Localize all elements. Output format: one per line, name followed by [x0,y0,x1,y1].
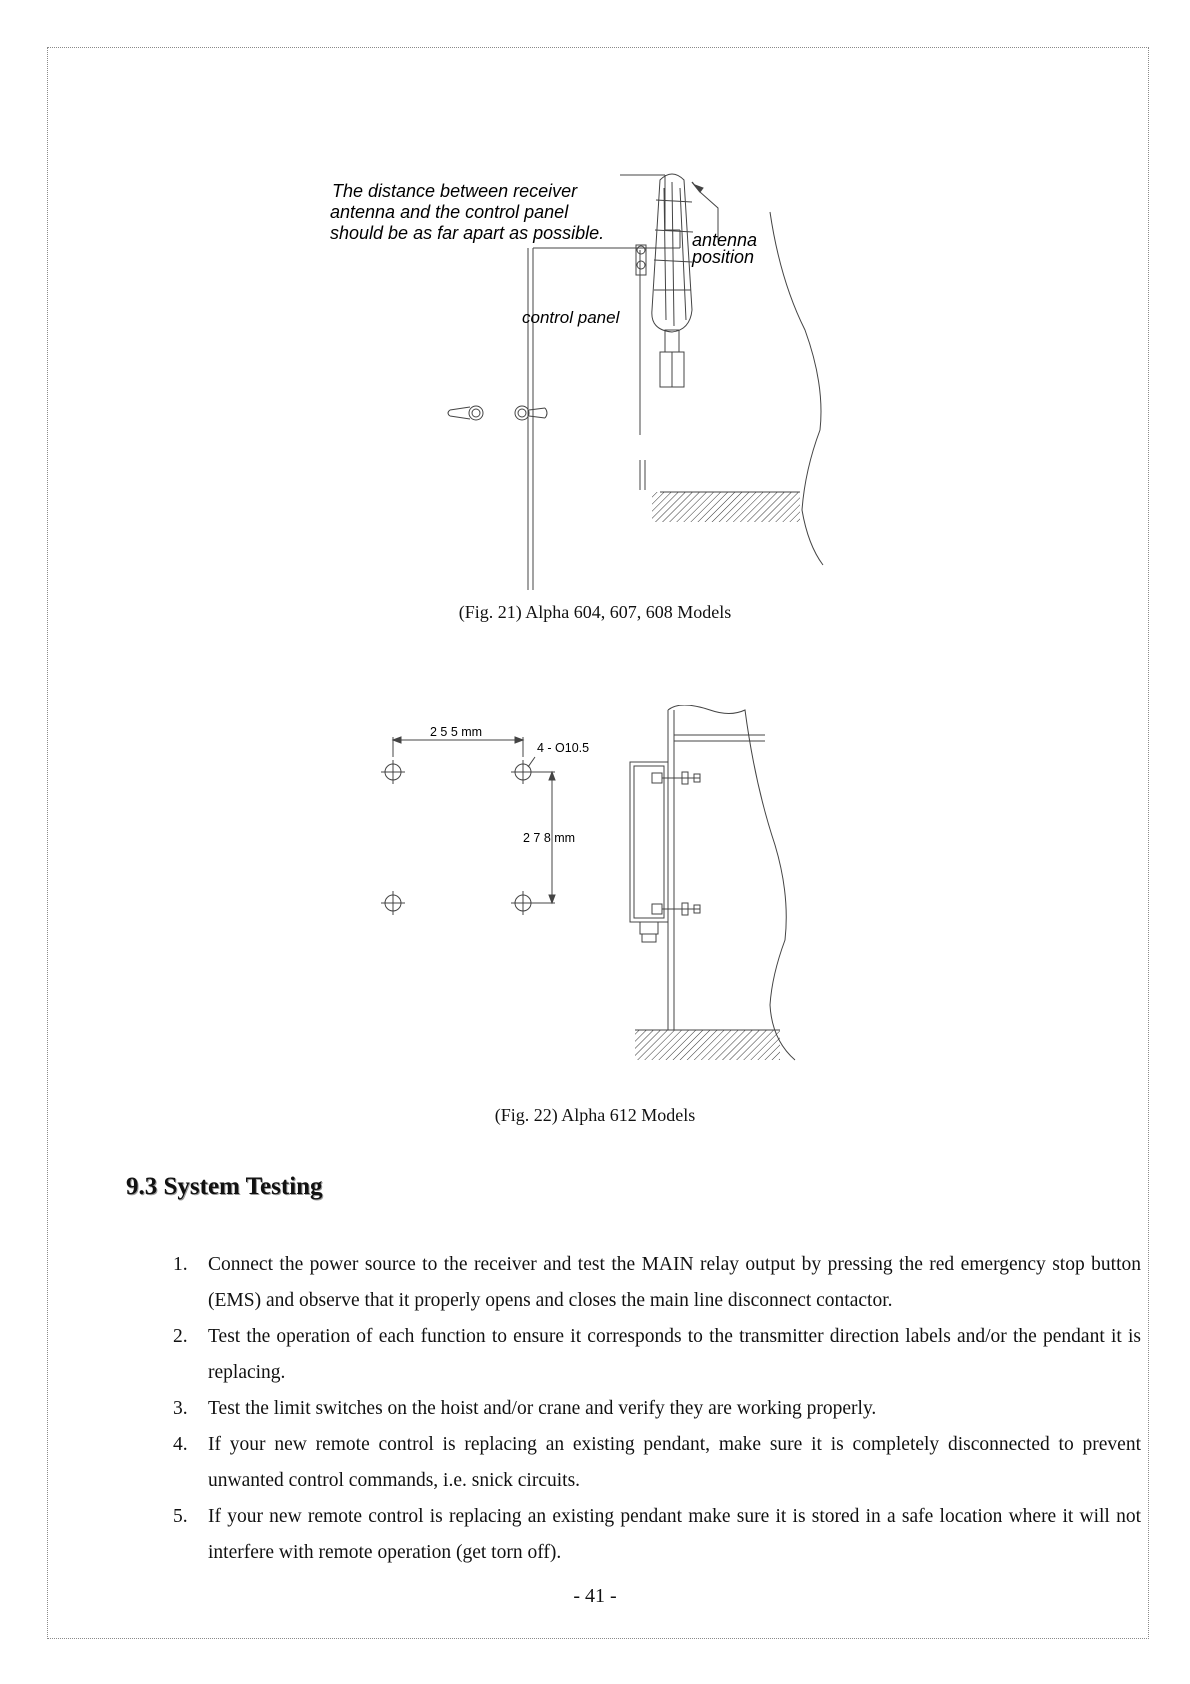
receiver-antenna-drawing [636,174,718,490]
figure-22-diagram [370,705,890,1090]
mounting-holes-drawing [381,737,555,915]
antenna-label-line-1: antenna [692,230,758,250]
list-item-number: 4. [173,1434,188,1455]
list-item [173,1247,1141,1319]
figure-21-diagram [300,170,900,590]
wall-floor-drawing-22 [635,705,795,1060]
page-number: - 41 - [573,1585,617,1607]
dim-horizontal-label: 2 5 5 mm [430,725,483,739]
list-item-text: If your new remote control is replacing an existing pendant make sure it is stored in a safe location where it will not interfere with remote operation (get torn off). [208,1506,1141,1563]
note-line-2: antenna and the control panel [330,202,569,222]
list-item-number: 1. [173,1254,188,1275]
list-item-number: 2. [173,1326,188,1347]
list-item-text: Test the operation of each function to ensure it corresponds to the transmitter direction labels and/or the pendant it is replacing. [208,1326,1141,1383]
figure-21-note [330,181,604,243]
list-item [173,1427,1141,1499]
figure-22-caption: (Fig. 22) Alpha 612 Models [494,1105,696,1125]
note-line-3: should be as far apart as possible. [330,223,605,243]
list-item-text: If your new remote control is replacing an existing pendant, make sure it is completely disconnected to prevent unwanted control commands, i.e. snick circuits. [208,1434,1141,1491]
testing-steps-list [173,1247,1141,1571]
list-item-number: 3. [173,1398,188,1419]
antenna-label-line-2: position [692,247,755,267]
figure-21-caption: (Fig. 21) Alpha 604, 607, 608 Models [458,602,732,622]
list-item-number: 5. [173,1506,188,1527]
list-item-text: Connect the power source to the receiver and test the MAIN relay output by pressing the red emergency stop button (EMS) and observe that it properly opens and closes the main line disconnect contactor. [208,1254,1141,1311]
dim-vertical-label: 2 7 8 mm [523,831,576,845]
section-title: 9.3 System Testing [126,1173,323,1200]
list-item [173,1499,1141,1571]
note-line-1: The distance between receiver [332,181,578,201]
dim-holes-label: 4 - O10.5 [537,741,590,755]
list-item [173,1391,1141,1427]
list-item [173,1319,1141,1391]
list-item-text: Test the limit switches on the hoist and/or crane and verify they are working properly. [208,1398,877,1419]
control-panel-label: control panel [522,308,620,327]
receiver-box-drawing [630,710,765,1030]
